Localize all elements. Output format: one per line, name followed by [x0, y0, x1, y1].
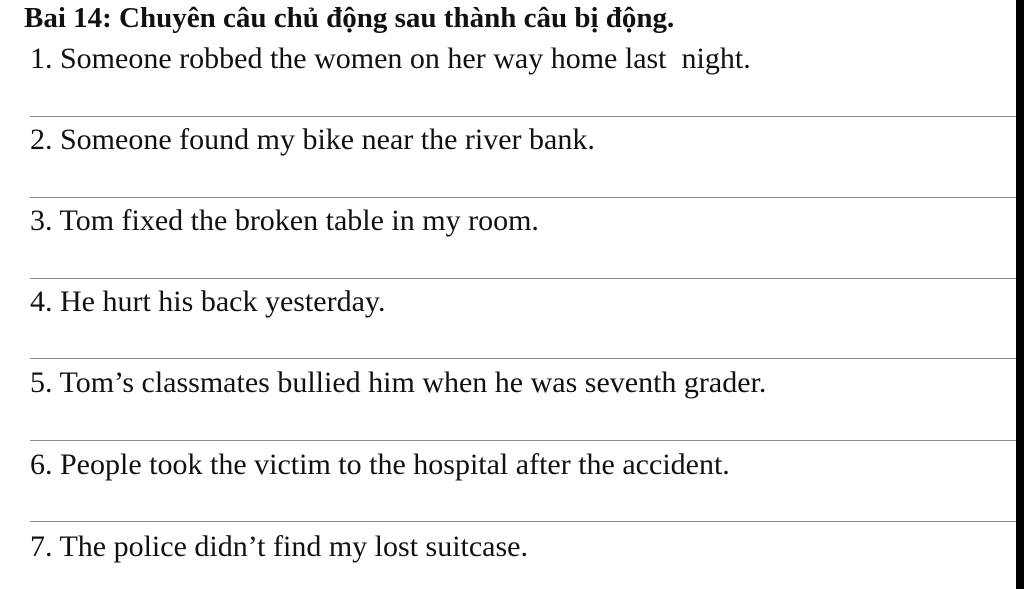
answer-line-4 [30, 358, 1016, 359]
answer-line-5 [30, 440, 1016, 441]
exercise-item-4: 4. He hurt his back yesterday. [30, 285, 386, 318]
answer-line-6 [30, 521, 1016, 522]
answer-line-3 [30, 278, 1016, 279]
exercise-item-7: 7. The police didn’t find my lost suitcase. [30, 530, 528, 563]
right-edge-border [1016, 0, 1024, 589]
exercise-item-2: 2. Someone found my bike near the river bank. [30, 123, 595, 156]
exercise-item-1: 1. Someone robbed the women on her way home last night. [30, 42, 751, 75]
answer-line-2 [30, 197, 1016, 198]
exercise-item-5: 5. Tom’s classmates bullied him when he was seventh grader. [30, 366, 767, 399]
answer-line-1 [30, 116, 1016, 117]
exercise-title: Bai 14: Chuyên câu chủ động sau thành câu bị động. [24, 2, 675, 34]
exercise-item-3: 3. Tom fixed the broken table in my room. [30, 204, 539, 237]
exercise-item-6: 6. People took the victim to the hospital after the accident. [30, 448, 730, 481]
